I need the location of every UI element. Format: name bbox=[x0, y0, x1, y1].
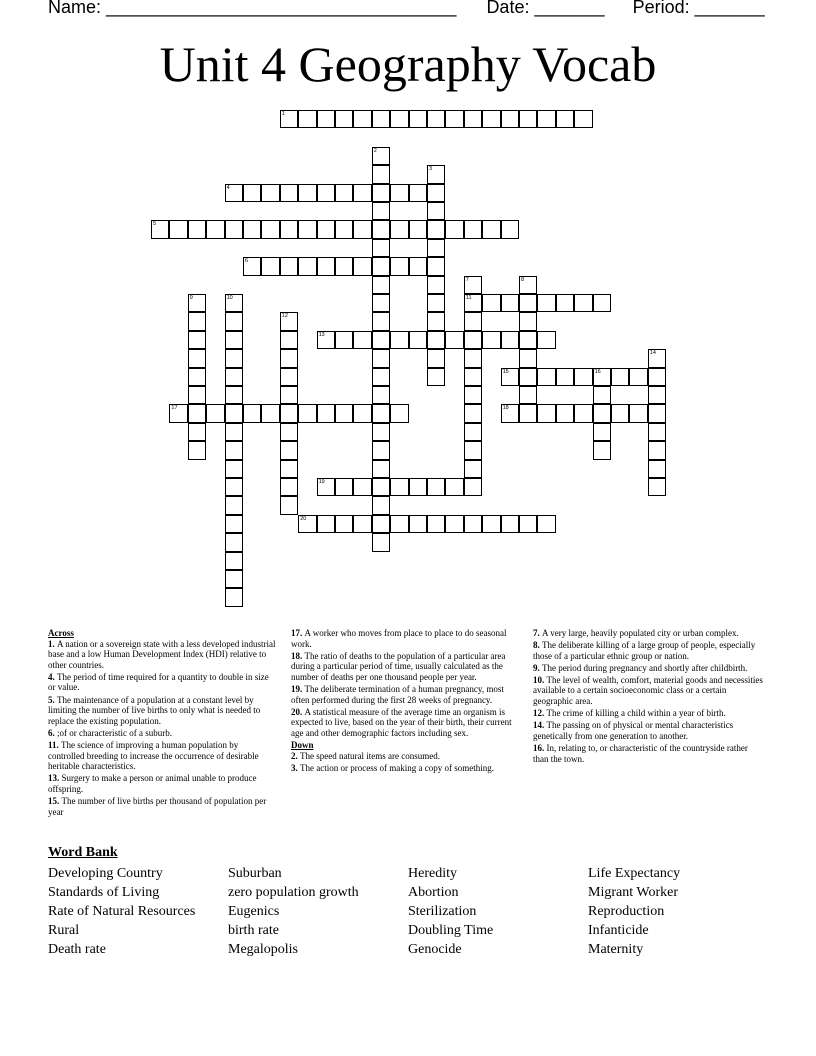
crossword-cell[interactable] bbox=[372, 165, 390, 183]
crossword-cell[interactable] bbox=[225, 294, 243, 312]
crossword-cell[interactable] bbox=[298, 515, 316, 533]
crossword-cell[interactable] bbox=[372, 441, 390, 459]
crossword-cell[interactable] bbox=[372, 184, 390, 202]
crossword-cell[interactable] bbox=[464, 404, 482, 422]
page-title: Unit 4 Geography Vocab bbox=[159, 36, 657, 92]
crossword-cell[interactable] bbox=[317, 478, 335, 496]
clue-number: 9 bbox=[189, 295, 193, 301]
clue-item: 10. The level of wealth, comfort, material goods and necessities available to a certain socioeconomic class or a certain geographic area. bbox=[533, 674, 763, 707]
word-bank-column bbox=[48, 864, 195, 959]
word-bank-item: Eugenics bbox=[228, 904, 280, 919]
crossword-cell[interactable] bbox=[537, 331, 555, 349]
crossword-cell[interactable] bbox=[501, 220, 519, 238]
crossword-cell[interactable] bbox=[427, 368, 445, 386]
crossword-cell[interactable] bbox=[335, 478, 353, 496]
crossword-cell[interactable] bbox=[464, 368, 482, 386]
crossword-cell[interactable] bbox=[648, 404, 666, 422]
crossword-cell[interactable] bbox=[427, 331, 445, 349]
crossword-cell[interactable] bbox=[372, 276, 390, 294]
crossword-cell[interactable] bbox=[280, 312, 298, 330]
clues-column-2 bbox=[291, 628, 523, 775]
clue-number: 14 bbox=[649, 350, 656, 357]
crossword-cell[interactable] bbox=[427, 239, 445, 257]
clue-number: 1 bbox=[281, 111, 285, 117]
crossword-cell[interactable] bbox=[335, 404, 353, 422]
word-bank-item: zero population growth bbox=[228, 885, 359, 900]
crossword-cell[interactable] bbox=[353, 220, 371, 238]
crossword-cell[interactable] bbox=[648, 349, 666, 367]
crossword-cell[interactable] bbox=[537, 110, 555, 128]
crossword-cell[interactable] bbox=[574, 294, 592, 312]
word-bank-item: Megalopolis bbox=[228, 942, 298, 957]
crossword-cell[interactable] bbox=[225, 496, 243, 514]
crossword-cell[interactable] bbox=[648, 368, 666, 386]
crossword-cell[interactable] bbox=[519, 386, 537, 404]
crossword-cell[interactable] bbox=[188, 312, 206, 330]
crossword-cell[interactable] bbox=[390, 331, 408, 349]
crossword-cell[interactable] bbox=[298, 220, 316, 238]
crossword-cell[interactable] bbox=[243, 184, 261, 202]
crossword-cell[interactable] bbox=[519, 349, 537, 367]
crossword-cell[interactable] bbox=[261, 404, 279, 422]
clue-number: 11 bbox=[465, 295, 472, 301]
crossword-cell[interactable] bbox=[501, 368, 519, 386]
crossword-cell[interactable] bbox=[335, 257, 353, 275]
crossword-cell[interactable] bbox=[372, 496, 390, 514]
crossword-cell[interactable] bbox=[482, 110, 500, 128]
word-bank-item: Maternity bbox=[588, 942, 644, 957]
crossword-cell[interactable] bbox=[482, 220, 500, 238]
crossword-cell[interactable] bbox=[225, 478, 243, 496]
crossword-cell[interactable] bbox=[372, 312, 390, 330]
word-bank-column bbox=[588, 864, 680, 959]
clue-item: 18. The ratio of deaths to the population of a particular area during a particular period of time, usually calculated as the number of deaths per one thousand people per year. bbox=[291, 650, 506, 682]
crossword-cell[interactable] bbox=[188, 349, 206, 367]
crossword-cell[interactable] bbox=[372, 386, 390, 404]
crossword-cell[interactable] bbox=[390, 257, 408, 275]
crossword-cell[interactable] bbox=[372, 147, 390, 165]
crossword-cell[interactable] bbox=[225, 184, 243, 202]
clue-item: 12. The crime of killing a child within a year of birth. bbox=[533, 708, 726, 719]
crossword-cell[interactable] bbox=[464, 386, 482, 404]
crossword-cell[interactable] bbox=[409, 220, 427, 238]
word-bank-column bbox=[228, 864, 359, 959]
clue-item: 6. ;of or characteristic of a suburb. bbox=[48, 727, 172, 738]
crossword-cell[interactable] bbox=[409, 478, 427, 496]
crossword-cell[interactable] bbox=[280, 331, 298, 349]
word-bank-item: Genocide bbox=[408, 942, 462, 957]
crossword-cell[interactable] bbox=[225, 220, 243, 238]
crossword-cell[interactable] bbox=[372, 423, 390, 441]
clue-number: 2 bbox=[373, 147, 377, 154]
crossword-cell[interactable] bbox=[372, 220, 390, 238]
crossword-cell[interactable] bbox=[427, 184, 445, 202]
clue-number: 18 bbox=[502, 405, 509, 412]
word-bank-item: Developing Country bbox=[48, 866, 163, 881]
crossword-cell[interactable] bbox=[225, 404, 243, 422]
word-bank-item: Sterilization bbox=[408, 904, 477, 919]
clue-number: 4 bbox=[226, 184, 230, 191]
crossword-cell[interactable] bbox=[464, 423, 482, 441]
crossword-cell[interactable] bbox=[188, 423, 206, 441]
crossword-cell[interactable] bbox=[261, 184, 279, 202]
clue-item: 14. The passing on of physical or mental characteristics genetically from one generation to another. bbox=[533, 720, 734, 741]
crossword-cell[interactable] bbox=[225, 423, 243, 441]
crossword-cell[interactable] bbox=[372, 460, 390, 478]
down-heading: Down bbox=[291, 739, 314, 750]
crossword-cell[interactable] bbox=[280, 368, 298, 386]
crossword-cell[interactable] bbox=[574, 110, 592, 128]
crossword-cell[interactable] bbox=[445, 331, 463, 349]
clue-number: 10 bbox=[226, 295, 233, 301]
crossword-cell[interactable] bbox=[243, 257, 261, 275]
crossword-cell[interactable] bbox=[464, 478, 482, 496]
clue-item: 5. The maintenance of a population at a constant level by limiting the number of live births to only what is needed to replace the existing population. bbox=[48, 694, 261, 726]
crossword-cell[interactable] bbox=[519, 294, 537, 312]
word-bank-item: Rate of Natural Resources bbox=[48, 904, 196, 919]
crossword-cell[interactable] bbox=[482, 331, 500, 349]
crossword-cell[interactable] bbox=[593, 368, 611, 386]
crossword-cell[interactable] bbox=[280, 478, 298, 496]
crossword-cell[interactable] bbox=[593, 294, 611, 312]
crossword-cell[interactable] bbox=[188, 386, 206, 404]
crossword-cell[interactable] bbox=[280, 110, 298, 128]
crossword-cell[interactable] bbox=[317, 110, 335, 128]
crossword-cell[interactable] bbox=[556, 110, 574, 128]
crossword-cell[interactable] bbox=[317, 331, 335, 349]
clue-item: 9. The period during pregnancy and shortly after childbirth. bbox=[533, 662, 748, 673]
crossword-cell[interactable] bbox=[372, 202, 390, 220]
crossword-cell[interactable] bbox=[464, 515, 482, 533]
crossword-cell[interactable] bbox=[464, 441, 482, 459]
crossword-cell[interactable] bbox=[556, 294, 574, 312]
crossword-cell[interactable] bbox=[225, 460, 243, 478]
crossword-cell[interactable] bbox=[519, 515, 537, 533]
crossword-cell[interactable] bbox=[372, 110, 390, 128]
crossword-cell[interactable] bbox=[409, 110, 427, 128]
crossword-cell[interactable] bbox=[225, 588, 243, 606]
crossword-cell[interactable] bbox=[225, 368, 243, 386]
crossword-cell[interactable] bbox=[317, 515, 335, 533]
crossword-cell[interactable] bbox=[298, 404, 316, 422]
crossword-cell[interactable] bbox=[519, 331, 537, 349]
crossword-cell[interactable] bbox=[225, 386, 243, 404]
crossword-cell[interactable] bbox=[464, 220, 482, 238]
crossword-cell[interactable] bbox=[169, 220, 187, 238]
clue-number: 6 bbox=[245, 258, 249, 265]
word-bank-item: Abortion bbox=[408, 885, 459, 900]
crossword-cell[interactable] bbox=[317, 257, 335, 275]
word-bank-item: Suburban bbox=[228, 866, 282, 881]
crossword-cell[interactable] bbox=[280, 257, 298, 275]
crossword-cell[interactable] bbox=[593, 404, 611, 422]
crossword-cell[interactable] bbox=[464, 276, 482, 294]
crossword-cell[interactable] bbox=[390, 478, 408, 496]
crossword-cell[interactable] bbox=[353, 404, 371, 422]
crossword-cell[interactable] bbox=[482, 515, 500, 533]
crossword-cell[interactable] bbox=[298, 184, 316, 202]
crossword-cell[interactable] bbox=[593, 441, 611, 459]
crossword-cell[interactable] bbox=[335, 220, 353, 238]
name-field[interactable]: Name: ___________________________________ bbox=[48, 0, 457, 17]
crossword-cell[interactable] bbox=[372, 349, 390, 367]
crossword-cell[interactable] bbox=[390, 110, 408, 128]
clue-number: 7 bbox=[465, 276, 469, 283]
crossword-cell[interactable] bbox=[427, 165, 445, 183]
clue-item: 7. A very large, heavily populated city or urban complex. bbox=[533, 628, 739, 638]
clue-item: 13. Surgery to make a person or animal unable to produce offspring. bbox=[48, 773, 257, 794]
crossword-cell[interactable] bbox=[611, 404, 629, 422]
clue-item: 17. A worker who moves from place to place to do seasonal work. bbox=[291, 628, 507, 649]
crossword-cell[interactable] bbox=[464, 294, 482, 312]
crossword-cell[interactable] bbox=[372, 239, 390, 257]
crossword-cell[interactable] bbox=[390, 184, 408, 202]
crossword-cell[interactable] bbox=[445, 110, 463, 128]
clue-item: 15. The number of live births per thousand of population per year bbox=[48, 795, 267, 817]
crossword-cell[interactable] bbox=[648, 386, 666, 404]
crossword-cell[interactable] bbox=[372, 294, 390, 312]
crossword-cell[interactable] bbox=[593, 423, 611, 441]
crossword-cell[interactable] bbox=[427, 294, 445, 312]
crossword-cell[interactable] bbox=[372, 257, 390, 275]
crossword-cell[interactable] bbox=[537, 404, 555, 422]
crossword-cell[interactable] bbox=[188, 294, 206, 312]
crossword-cell[interactable] bbox=[188, 368, 206, 386]
crossword-cell[interactable] bbox=[648, 460, 666, 478]
crossword-cell[interactable] bbox=[225, 552, 243, 570]
clue-item: 4. The period of time required for a quantity to double in size or value. bbox=[48, 671, 269, 693]
crossword-cell[interactable] bbox=[519, 312, 537, 330]
crossword-cell[interactable] bbox=[372, 478, 390, 496]
word-bank-item: Death rate bbox=[48, 942, 106, 957]
crossword-cell[interactable] bbox=[648, 478, 666, 496]
crossword-cell[interactable] bbox=[372, 404, 390, 422]
crossword-cell[interactable] bbox=[280, 220, 298, 238]
word-bank-item: Migrant Worker bbox=[588, 885, 678, 900]
crossword-cell[interactable] bbox=[353, 257, 371, 275]
clue-item: 11. The science of improving a human population by controlled breeding to increase the occurrence of desirable heritable characteristics. bbox=[48, 739, 259, 772]
crossword-cell[interactable] bbox=[629, 368, 647, 386]
crossword-cell[interactable] bbox=[593, 386, 611, 404]
word-bank-item: Rural bbox=[48, 923, 80, 938]
clue-item: 2. The speed natural items are consumed. bbox=[291, 750, 440, 761]
crossword-cell[interactable] bbox=[648, 441, 666, 459]
crossword-cell[interactable] bbox=[427, 478, 445, 496]
crossword-cell[interactable] bbox=[629, 404, 647, 422]
crossword-cell[interactable] bbox=[464, 460, 482, 478]
word-bank-item: Doubling Time bbox=[408, 923, 494, 938]
crossword-cell[interactable] bbox=[537, 368, 555, 386]
crossword-cell[interactable] bbox=[353, 478, 371, 496]
crossword-cell[interactable] bbox=[298, 257, 316, 275]
crossword-cell[interactable] bbox=[409, 515, 427, 533]
word-bank-item: Life Expectancy bbox=[588, 866, 681, 881]
crossword-cell[interactable] bbox=[206, 404, 224, 422]
crossword-cell[interactable] bbox=[280, 423, 298, 441]
crossword-cell[interactable] bbox=[225, 533, 243, 551]
crossword-cell[interactable] bbox=[501, 404, 519, 422]
crossword-cell[interactable] bbox=[298, 110, 316, 128]
crossword-cell[interactable] bbox=[335, 331, 353, 349]
word-bank-column bbox=[408, 864, 493, 959]
crossword-cell[interactable] bbox=[427, 110, 445, 128]
clue-item: 8. The deliberate killing of a large group of people, especially those of a particular ethnic group or nation. bbox=[533, 640, 756, 661]
word-bank-item: Reproduction bbox=[588, 904, 665, 919]
crossword-cell[interactable] bbox=[409, 184, 427, 202]
crossword-cell[interactable] bbox=[464, 110, 482, 128]
crossword-cell[interactable] bbox=[390, 220, 408, 238]
crossword-cell[interactable] bbox=[261, 220, 279, 238]
crossword-cell[interactable] bbox=[574, 404, 592, 422]
crossword-cell[interactable] bbox=[648, 423, 666, 441]
crossword-cell[interactable] bbox=[261, 257, 279, 275]
crossword-cell[interactable] bbox=[280, 496, 298, 514]
clue-number: 16 bbox=[594, 368, 601, 375]
crossword-cell[interactable] bbox=[427, 257, 445, 275]
crossword-cell[interactable] bbox=[280, 460, 298, 478]
crossword-cell[interactable] bbox=[519, 368, 537, 386]
crossword-cell[interactable] bbox=[556, 368, 574, 386]
crossword-cell[interactable] bbox=[225, 570, 243, 588]
clue-number: 15 bbox=[502, 368, 509, 375]
crossword-cell[interactable] bbox=[464, 312, 482, 330]
crossword-cell[interactable] bbox=[206, 220, 224, 238]
crossword-cell[interactable] bbox=[519, 276, 537, 294]
crossword-cell[interactable] bbox=[225, 441, 243, 459]
crossword-cell[interactable] bbox=[188, 404, 206, 422]
crossword-cell[interactable] bbox=[445, 515, 463, 533]
crossword-cell[interactable] bbox=[464, 331, 482, 349]
date-field[interactable]: Date: _______ bbox=[486, 0, 605, 17]
crossword-cell[interactable] bbox=[225, 331, 243, 349]
clue-item: 3. The action or process of making a copy of something. bbox=[291, 762, 494, 773]
clue-number: 20 bbox=[300, 515, 307, 522]
crossword-cell[interactable] bbox=[335, 515, 353, 533]
crossword-cell[interactable] bbox=[501, 110, 519, 128]
crossword-cell[interactable] bbox=[243, 220, 261, 238]
clue-number: 12 bbox=[281, 313, 288, 320]
crossword-cell[interactable] bbox=[280, 349, 298, 367]
crossword-cell[interactable] bbox=[225, 349, 243, 367]
crossword-cell[interactable] bbox=[574, 368, 592, 386]
crossword-cell[interactable] bbox=[390, 404, 408, 422]
crossword-cell[interactable] bbox=[427, 202, 445, 220]
word-bank-item: Standards of Living bbox=[48, 885, 160, 900]
crossword-cell[interactable] bbox=[427, 220, 445, 238]
crossword-cell[interactable] bbox=[556, 404, 574, 422]
crossword-cell[interactable] bbox=[353, 184, 371, 202]
crossword-cell[interactable] bbox=[280, 441, 298, 459]
clue-item: 16. In, relating to, or characteristic of the countryside rather than the town. bbox=[533, 742, 748, 764]
crossword-cell[interactable] bbox=[482, 294, 500, 312]
crossword-cell[interactable] bbox=[501, 294, 519, 312]
crossword-cell[interactable] bbox=[317, 184, 335, 202]
crossword-cell[interactable] bbox=[225, 312, 243, 330]
crossword-cell[interactable] bbox=[188, 220, 206, 238]
crossword-cell[interactable] bbox=[335, 184, 353, 202]
clue-number: 13 bbox=[318, 331, 325, 338]
crossword-cell[interactable] bbox=[464, 349, 482, 367]
crossword-cell[interactable] bbox=[427, 349, 445, 367]
crossword-cell[interactable] bbox=[390, 515, 408, 533]
crossword-cell[interactable] bbox=[537, 294, 555, 312]
crossword-cell[interactable] bbox=[243, 404, 261, 422]
clue-number: 17 bbox=[171, 405, 178, 412]
word-bank-item: Heredity bbox=[408, 866, 457, 881]
word-bank-item: Infanticide bbox=[588, 923, 649, 938]
clues-column-1 bbox=[48, 628, 276, 819]
crossword-cell[interactable] bbox=[280, 184, 298, 202]
crossword-cell[interactable] bbox=[427, 276, 445, 294]
crossword-cell[interactable] bbox=[445, 478, 463, 496]
crossword-cell[interactable] bbox=[427, 312, 445, 330]
crossword-cell[interactable] bbox=[409, 257, 427, 275]
crossword-cell[interactable] bbox=[280, 404, 298, 422]
crossword-cell[interactable] bbox=[353, 110, 371, 128]
crossword-cell[interactable] bbox=[372, 368, 390, 386]
clue-number: 8 bbox=[521, 276, 525, 283]
period-field[interactable]: Period: _______ bbox=[632, 0, 765, 17]
crossword-cell[interactable] bbox=[445, 220, 463, 238]
clue-number: 19 bbox=[318, 479, 325, 485]
crossword-cell[interactable] bbox=[611, 368, 629, 386]
crossword-cell[interactable] bbox=[225, 515, 243, 533]
word-bank-item: birth rate bbox=[228, 923, 279, 938]
crossword-cell[interactable] bbox=[353, 331, 371, 349]
crossword-cell[interactable] bbox=[169, 404, 187, 422]
crossword-cell[interactable] bbox=[519, 404, 537, 422]
crossword-cell[interactable] bbox=[501, 515, 519, 533]
crossword-cell[interactable] bbox=[188, 331, 206, 349]
crossword-cell[interactable] bbox=[151, 220, 169, 238]
clue-item: 20. A statistical measure of the average time an organism is expected to live, based on the year of their birth, their current age and other demographic factors including sex. bbox=[291, 706, 512, 738]
crossword-cell[interactable] bbox=[372, 515, 390, 533]
clues-column-3 bbox=[533, 628, 765, 766]
crossword-cell[interactable] bbox=[372, 533, 390, 551]
crossword-cell[interactable] bbox=[519, 110, 537, 128]
word-bank-title: Word Bank bbox=[48, 845, 118, 860]
crossword-cell[interactable] bbox=[188, 441, 206, 459]
clue-number: 3 bbox=[429, 166, 433, 173]
clue-item: 19. The deliberate termination of a human pregnancy, most often performed during the first 28 weeks of pregnancy. bbox=[291, 683, 504, 705]
crossword-cell[interactable] bbox=[501, 331, 519, 349]
clue-item: 1. A nation or a sovereign state with a less developed industrial base and a low Human Development Index (HDI) relative to other countries. bbox=[48, 638, 276, 670]
crossword-cell[interactable] bbox=[537, 515, 555, 533]
across-heading: Across bbox=[48, 628, 74, 638]
crossword-cell[interactable] bbox=[427, 515, 445, 533]
crossword-cell[interactable] bbox=[335, 110, 353, 128]
crossword-cell[interactable] bbox=[317, 220, 335, 238]
crossword-cell[interactable] bbox=[409, 331, 427, 349]
crossword-cell[interactable] bbox=[280, 386, 298, 404]
crossword-cell[interactable] bbox=[353, 515, 371, 533]
clue-number: 5 bbox=[153, 221, 157, 228]
crossword-cell[interactable] bbox=[317, 404, 335, 422]
crossword-cell[interactable] bbox=[372, 331, 390, 349]
